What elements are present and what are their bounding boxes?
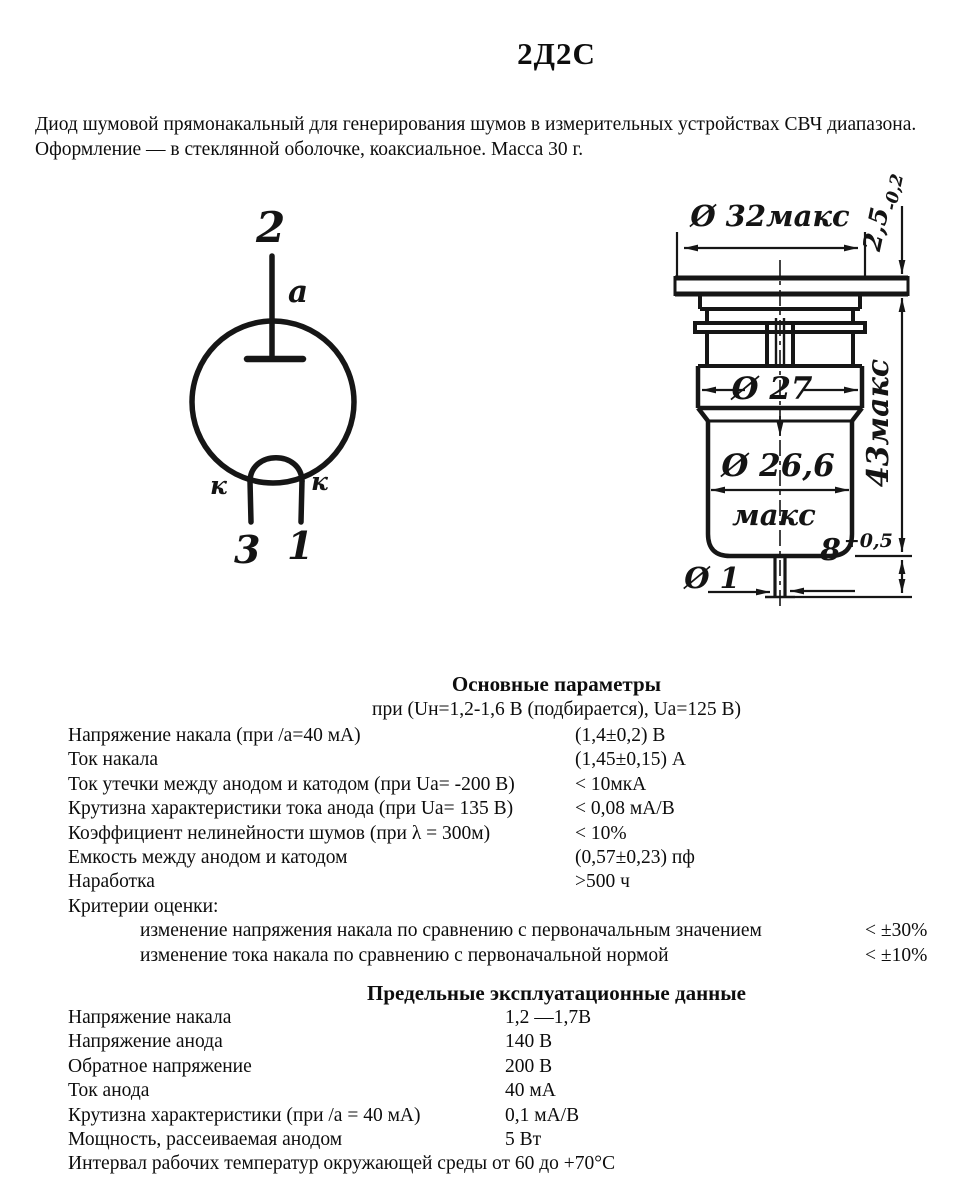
param-value: (1,45±0,15) А — [575, 749, 686, 771]
dim-dia1-label: Ø 1 — [684, 561, 740, 595]
param-label: Емкость между анодом и катодом — [68, 846, 348, 868]
param-row — [0, 870, 965, 894]
param-label: Ток утечки между анодом и катодом (при Uа= -200 В) — [68, 773, 515, 795]
main-params-condition: при (Uн=1,2-1,6 В (подбирается), Uа=125 В) — [372, 699, 741, 720]
dim-dia27-label: Ø 27 — [731, 371, 813, 407]
pin-1-label: 1 — [287, 523, 314, 568]
page-title: 2Д2С — [517, 36, 596, 71]
param-label: Коэффициент нелинейности шумов (при λ = 300м) — [68, 822, 491, 844]
criteria-row — [0, 944, 965, 968]
param-value: < 10мкА — [575, 773, 647, 795]
param-row — [0, 724, 965, 748]
param-row — [0, 797, 965, 821]
param-row — [0, 822, 965, 846]
limit-value: 40 мА — [505, 1080, 556, 1102]
param-value: < 0,08 мА/В — [575, 798, 675, 820]
pin-2-label: 2 — [256, 203, 286, 252]
limit-value: 200 В — [505, 1055, 553, 1077]
param-value: >500 ч — [575, 871, 630, 893]
param-row — [0, 773, 965, 797]
limit-value: 5 Вт — [505, 1128, 542, 1150]
criteria-heading: Критерии оценки: — [68, 895, 219, 917]
anode-label: a — [288, 274, 309, 310]
limit-value: 140 В — [505, 1031, 553, 1053]
limit-label: Обратное напряжение — [68, 1055, 252, 1077]
limits-table — [0, 1006, 965, 1177]
filament-leg-right — [301, 481, 302, 522]
main-params-table — [0, 724, 965, 968]
param-label: Крутизна характеристики тока анода (при Uа= 135 В) — [68, 798, 514, 820]
dim-dia266-suffix: макс — [732, 498, 816, 532]
param-value: (0,57±0,23) пф — [575, 846, 695, 868]
dim-8-label: 8 $^{+0,5}$ — [820, 530, 893, 568]
limits-heading: Предельные эксплуатационные данные — [367, 981, 746, 1005]
criteria-label: изменение напряжения накала по сравнению с первоначальным значением — [140, 920, 762, 942]
dimension-drawing — [650, 168, 965, 608]
criteria-value: < ±10% — [865, 944, 928, 966]
param-label: Ток накала — [68, 749, 159, 771]
param-value: (1,4±0,2) В — [575, 725, 666, 746]
cathode-left-label: к — [210, 471, 227, 500]
criteria-label: изменение тока накала по сравнению с первоначальной нормой — [140, 944, 669, 966]
limit-label: Напряжение накала — [68, 1007, 232, 1028]
limit-row — [0, 1079, 965, 1103]
limit-label: Напряжение анода — [68, 1031, 223, 1053]
limit-row — [0, 1104, 965, 1128]
main-params-heading: Основные параметры — [451, 672, 662, 696]
param-row — [0, 846, 965, 870]
temperature-range-line: Интервал рабочих температур окружающей среды от 60 до +70°С — [68, 1153, 616, 1175]
criteria-value: < ±30% — [865, 920, 928, 942]
criteria-row — [0, 919, 965, 943]
limit-row — [0, 1055, 965, 1079]
description-text: Диод шумовой прямонакальный для генерирования шумов в измерительных устройствах СВЧ диапазона. Оформление — в стеклянной оболочке, коаксиальное. Масса 30 г. — [35, 114, 917, 160]
limit-label: Крутизна характеристики (при /а = 40 мА) — [68, 1104, 421, 1126]
filament-leg-left — [250, 481, 251, 522]
limit-row — [0, 1006, 965, 1030]
dim-dia32-label: Ø 32макс — [690, 199, 850, 233]
dim-43-label: 43макс — [861, 358, 896, 488]
dim-25-label: $2,5_{-0,2}$ — [857, 172, 909, 254]
dim-dia266-label: Ø 26,6 — [721, 448, 835, 484]
limit-label: Мощность, рассеиваемая анодом — [68, 1128, 343, 1150]
limit-value: 0,1 мА/В — [505, 1104, 580, 1126]
limit-row — [0, 1128, 965, 1152]
param-row — [0, 748, 965, 772]
cathode-right-label: к — [311, 467, 328, 496]
limit-label: Ток анода — [68, 1080, 150, 1102]
param-value: < 10% — [575, 822, 627, 844]
schematic-drawing — [150, 190, 450, 590]
limit-value: 1,2 —1,7В — [505, 1007, 592, 1028]
param-label: Напряжение накала (при /а=40 мА) — [68, 725, 361, 746]
pin-3-label: 3 — [234, 527, 261, 572]
param-label: Наработка — [68, 871, 155, 893]
limit-row — [0, 1030, 965, 1054]
